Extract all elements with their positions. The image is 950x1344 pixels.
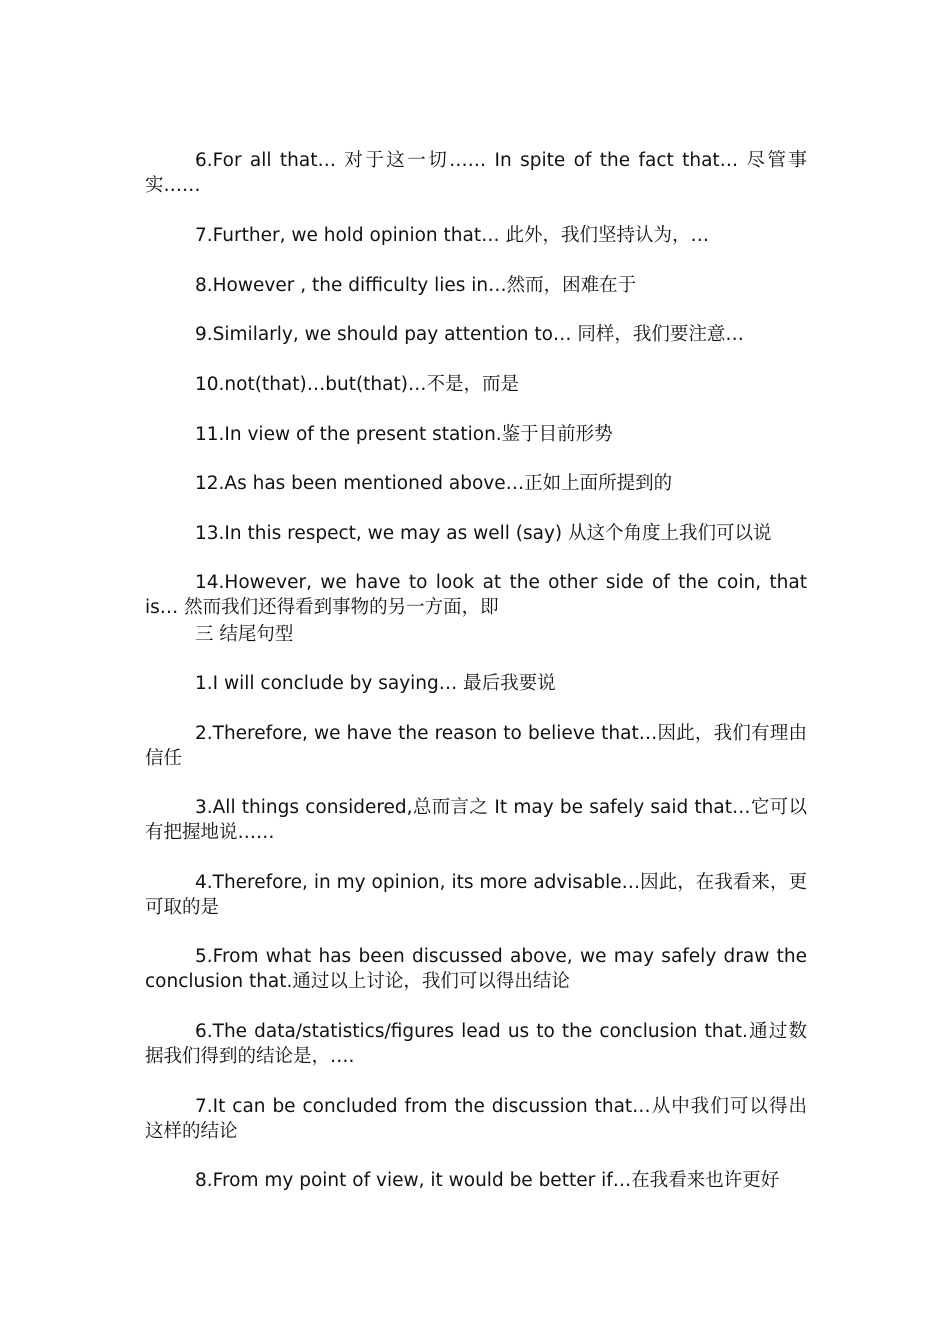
- paragraph-not-but: 10.not(that)…but(that)…不是，而是: [195, 374, 519, 395]
- paragraph-for-all-that: 6.For all that… 对于这一切…… In spite of the fact that… 尽管事实……: [145, 150, 807, 196]
- paragraph-concluded-from-discussion: 7.It can be concluded from the discussion that…从中我们可以得出这样的结论: [145, 1096, 807, 1142]
- paragraph-all-things-considered: 3.All things considered,总而言之 It may be safely said that…它可以有把握地说……: [145, 797, 807, 843]
- paragraph-as-mentioned: 12.As has been mentioned above…正如上面所提到的: [195, 473, 673, 494]
- paragraph-data-lead-to-conclusion: 6.The data/statistics/figures lead us to the conclusion that.通过数据我们得到的结论是，….: [145, 1021, 807, 1067]
- paragraph-similarly: 9.Similarly, we should pay attention to… 同样，我们要注意…: [195, 324, 744, 345]
- paragraph-however-difficulty: 8.However , the difficulty lies in…然而，困难在于: [195, 275, 637, 296]
- paragraph-in-this-respect: 13.In this respect, we may as well (say) 从这个角度上我们可以说: [195, 523, 772, 544]
- paragraph-reason-to-believe: 2.Therefore, we have the reason to believe that…因此，我们有理由信任: [145, 723, 807, 769]
- paragraph-more-advisable: 4.Therefore, in my opinion, its more advisable…因此，在我看来，更可取的是: [145, 872, 807, 918]
- paragraph-point-of-view: 8.From my point of view, it would be better if…在我看来也许更好: [195, 1170, 780, 1191]
- paragraph-in-view: 11.In view of the present station.鉴于目前形势: [195, 424, 613, 445]
- paragraph-further: 7.Further, we hold opinion that… 此外，我们坚持认为，…: [195, 225, 709, 246]
- paragraph-safely-draw-conclusion: 5.From what has been discussed above, we may safely draw the conclusion that.通过以上讨论，我们可以得出结论: [145, 946, 807, 992]
- paragraph-other-side-of-coin: 14.However, we have to look at the other side of the coin, that is… 然而我们还得看到事物的另一方面，即: [145, 572, 807, 618]
- section-heading-ending-sentences: 三 结尾句型: [195, 624, 294, 645]
- paragraph-conclude-by-saying: 1.I will conclude by saying… 最后我要说: [195, 673, 556, 694]
